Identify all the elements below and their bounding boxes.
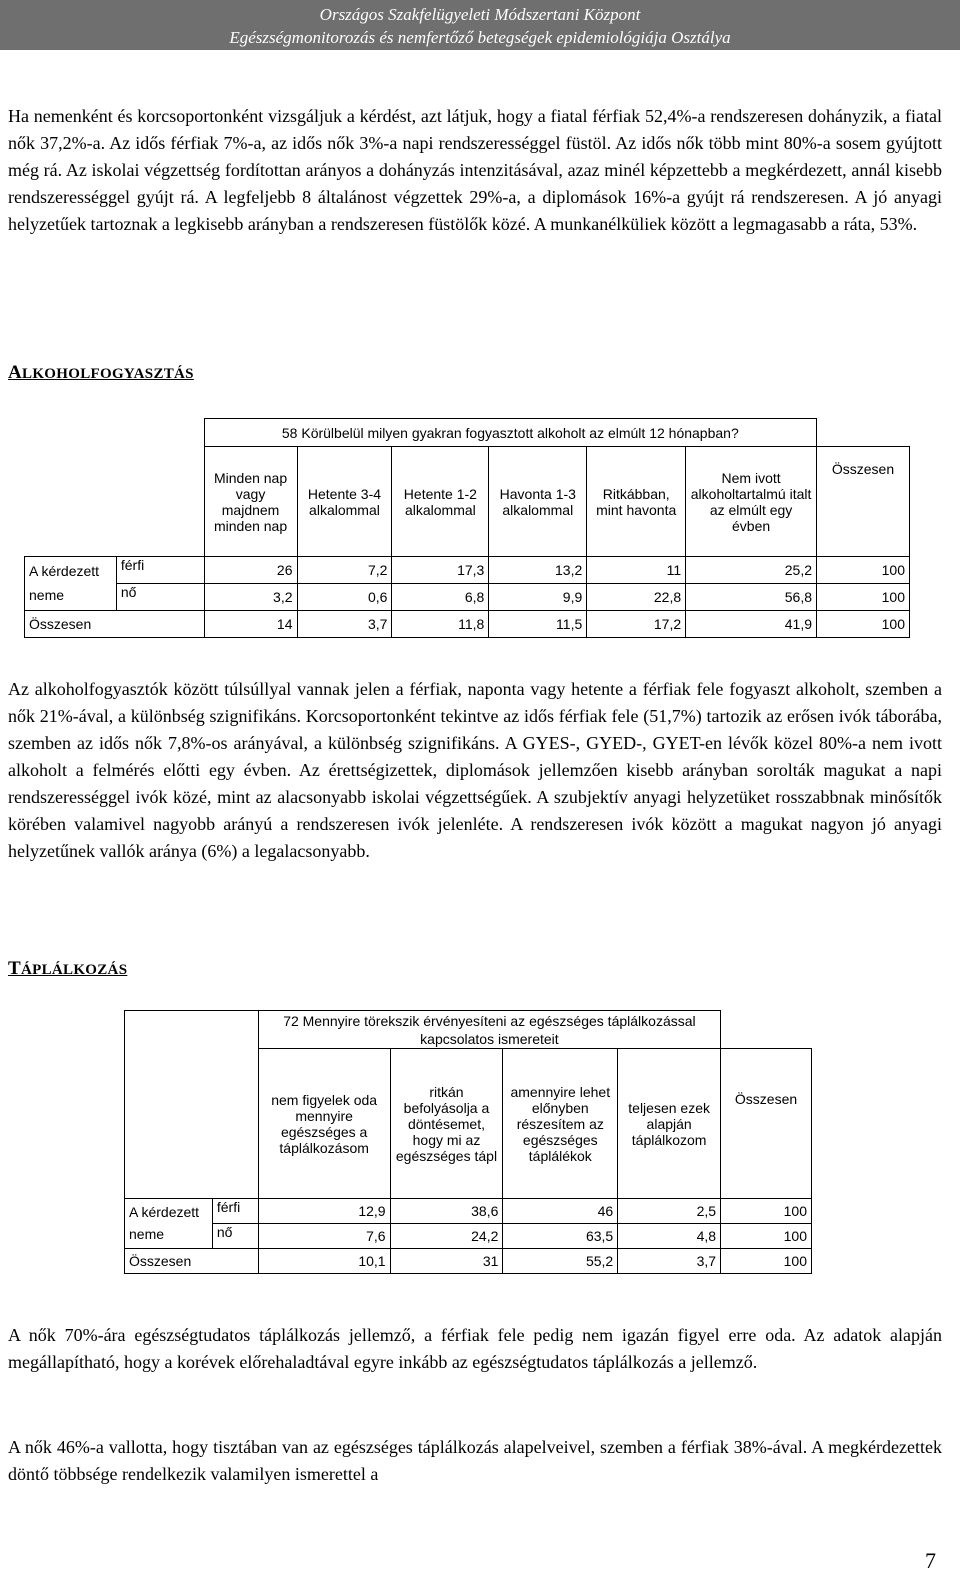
table-row: [125, 1224, 812, 1249]
cell: 7,2: [297, 557, 392, 584]
heading-rest: LKOHOLFOGYASZTÁS: [22, 366, 194, 382]
row-label: Összesen: [125, 1249, 259, 1274]
row-group-label: A kérdezett neme: [25, 557, 117, 611]
cell: 100: [721, 1249, 812, 1274]
table-row: [25, 584, 910, 611]
page-header: [0, 0, 960, 50]
column-header: Hetente 3-4 alkalommal: [297, 447, 392, 557]
cell: 14: [204, 611, 297, 638]
paragraph-smoking: Ha nemenként és korcsoportonként vizsgáljuk a kérdést, azt látjuk, hogy a fiatal férfiak 52,4%-a rendszeresen dohányzik, a fiatal nők 37,2%-a. Az idős férfiak 7%-a, az idős nők 3%-a napi rendszerességgel füstöl. Az idős nők több mint 80%-a sosem gyújtott még rá. Az iskolai végzettség fordítottan arányos a dohányzás intenzitásával, azaz minél képzettebb a megkérdezett, annál kisebb rendszerességgel gyújt rá. A legfeljebb 8 általánost végzettek 29%-a, a diplomások 16%-a gyújt rá rendszeresen. A jó anyagi helyzetűek tartoznak a legkisebb arányban a rendszeresen füstölők közé. A munkanélküliek között a legmagasabb a ráta, 53%.: [8, 106, 942, 234]
column-header: amennyire lehet előnyben részesítem az egészséges táplálékok: [503, 1049, 618, 1199]
cell: 25,2: [686, 557, 817, 584]
column-header: nem figyelek oda mennyire egészséges a táplálkozásom: [258, 1049, 390, 1199]
cell: 31: [390, 1249, 503, 1274]
cell: 3,7: [618, 1249, 721, 1274]
header-institution: Országos Szakfelügyeleti Módszertani Központ: [319, 5, 641, 24]
cell: 100: [721, 1199, 812, 1224]
table-row: [125, 1199, 812, 1224]
column-header: teljesen ezek alapján táplálkozom: [618, 1049, 721, 1199]
table-title: 72 Mennyire törekszik érvényesíteni az egészséges táplálkozással kapcsolatos ismereteit: [258, 1011, 720, 1049]
column-header: Minden nap vagy majdnem minden nap: [204, 447, 297, 557]
cell: 12,9: [258, 1199, 390, 1224]
section-heading-nutrition: [8, 958, 127, 980]
section-heading-alcohol: [8, 362, 194, 384]
cell: 100: [817, 584, 910, 611]
cell: 26: [204, 557, 297, 584]
row-label: Összesen: [25, 611, 205, 638]
cell: 13,2: [489, 557, 587, 584]
cell: 41,9: [686, 611, 817, 638]
cell: 10,1: [258, 1249, 390, 1274]
paragraph-nutrition-1: A nők 70%-ára egészségtudatos táplálkozás jellemző, a férfiak fele pedig nem igazán figyel erre oda. Az adatok alapján megállapítható, hogy a korévek előrehaladtával egyre inkább az egészségtudatos táplálkozás a jellemző.: [8, 1325, 942, 1372]
cell: 24,2: [390, 1224, 503, 1249]
paragraph-alcohol: Az alkoholfogyasztók között túlsúllyal vannak jelen a férfiak, naponta vagy hetente a férfiak fele fogyaszt alkoholt, szemben a nők 21%-ával, a különbség szignifikáns. Korcsoportonként tekintve az idős férfiak fele (51,7%) tartozik az erősen ivók táborába, szemben az idős nők 7,8%-os arányával, a különbség szignifikáns. A GYES-, GYED-, GYET-en lévők közel 80%-a nem ivott alkoholt a felmérés előtti egy évben. Az érettségizettek, diplomások jellemzően kisebb arányban sorolták magukat a napi rendszerességgel ivók közé, mint az alacsonyabb iskolai végzettségűek. A szubjektív anyagi helyzetüket rosszabbnak minősítők körében valamivel nagyobb arányú a rendszeresen ivók jelenléte. A rendszeresen ivók között a magukat nagyon jó anyagi helyzetűnek vallók aránya (6%) a legalacsonyabb.: [8, 679, 942, 861]
column-header: Hetente 1-2 alkalommal: [392, 447, 489, 557]
cell: 11,5: [489, 611, 587, 638]
cell: 63,5: [503, 1224, 618, 1249]
cell: 3,7: [297, 611, 392, 638]
cell: 3,2: [204, 584, 297, 611]
column-header: Nem ivott alkoholtartalmú italt az elmúlt egy évben: [686, 447, 817, 557]
column-header: Ritkábban, mint havonta: [587, 447, 686, 557]
cell: 2,5: [618, 1199, 721, 1224]
cell: 6,8: [392, 584, 489, 611]
table-row-total: [25, 611, 910, 638]
column-header: Összesen: [721, 1049, 812, 1199]
column-header: Havonta 1-3 alkalommal: [489, 447, 587, 557]
row-label: nő: [212, 1224, 258, 1249]
heading-rest: ÁPLÁLKOZÁS: [20, 962, 128, 978]
cell: 100: [817, 557, 910, 584]
cell: 38,6: [390, 1199, 503, 1224]
cell: 7,6: [258, 1224, 390, 1249]
column-header: Összesen: [817, 447, 910, 557]
cell: 4,8: [618, 1224, 721, 1249]
cell: 0,6: [297, 584, 392, 611]
alcohol-frequency-table: [24, 418, 910, 638]
row-label: férfi: [212, 1199, 258, 1224]
table-row-total: [125, 1249, 812, 1274]
cell: 100: [721, 1224, 812, 1249]
row-label: férfi: [116, 557, 204, 584]
cell: 11: [587, 557, 686, 584]
heading-initial: A: [8, 362, 23, 383]
heading-initial: T: [8, 958, 21, 979]
table-row: [25, 557, 910, 584]
paragraph-nutrition-2: A nők 46%-a vallotta, hogy tisztában van az egészséges táplálkozás alapelveivel, szemben a férfiak 38%-ával. A megkérdezettek döntő többsége rendelkezik valamilyen ismerettel a: [8, 1437, 942, 1484]
cell: 17,3: [392, 557, 489, 584]
cell: 55,2: [503, 1249, 618, 1274]
cell: 100: [817, 611, 910, 638]
cell: 9,9: [489, 584, 587, 611]
header-department: Egészségmonitorozás és nemfertőző betegségek epidemiológiája Osztálya: [229, 28, 731, 47]
cell: 11,8: [392, 611, 489, 638]
row-group-label: A kérdezett neme: [125, 1199, 213, 1249]
nutrition-effort-table: [124, 1010, 812, 1274]
cell: 56,8: [686, 584, 817, 611]
cell: 46: [503, 1199, 618, 1224]
cell: 17,2: [587, 611, 686, 638]
page-number: 7: [925, 1548, 936, 1573]
cell: 22,8: [587, 584, 686, 611]
row-label: nő: [116, 584, 204, 611]
table-title: 58 Körülbelül milyen gyakran fogyasztott alkoholt az elmúlt 12 hónapban?: [204, 419, 816, 447]
column-header: ritkán befolyásolja a döntésemet, hogy mi az egészséges tápl: [390, 1049, 503, 1199]
